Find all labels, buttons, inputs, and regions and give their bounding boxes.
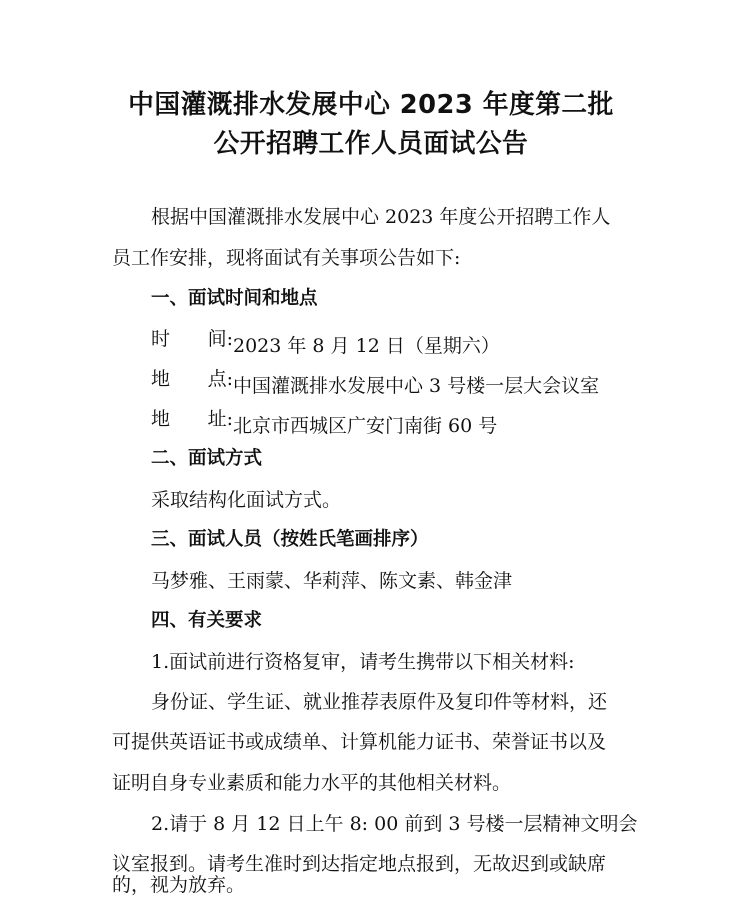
section-3-heading: 三、面试人员（按姓氏笔画排序） [151, 529, 429, 550]
title-line-2: 公开招聘工作人员面试公告 [213, 129, 529, 159]
time-row [151, 326, 500, 359]
intro-line-2: 员工作安排，现将面试有关事项公告如下: [112, 247, 461, 269]
address-row [151, 406, 497, 439]
address-label: 地 址: [151, 408, 233, 430]
requirement-1-line-1: 1.面试前进行资格复审，请考生携带以下相关材料: [151, 651, 575, 673]
intro-line-1: 根据中国灌溉排水发展中心 2023 年度公开招聘工作人 [151, 206, 611, 228]
place-label: 地 点: [151, 368, 233, 390]
title-line-1: 中国灌溉排水发展中心 2023 年度第二批 [128, 90, 614, 120]
section-2-text: 采取结构化面试方式。 [151, 489, 342, 511]
place-row [151, 366, 599, 399]
section-4-heading: 四、有关要求 [151, 610, 263, 631]
section-3-names: 马梦雅、王雨蒙、华莉萍、陈文素、韩金津 [151, 570, 513, 592]
section-1-heading: 一、面试时间和地点 [151, 288, 318, 309]
requirement-1-line-4: 证明自身专业素质和能力水平的其他相关材料。 [112, 772, 512, 794]
requirement-1-line-3: 可提供英语证书或成绩单、计算机能力证书、荣誉证书以及 [112, 731, 607, 753]
section-2-heading: 二、面试方式 [151, 448, 263, 469]
requirement-2-line-2: 议室报到。请考生准时到达指定地点报到，无故迟到或缺席 [112, 853, 607, 875]
time-label: 时 间: [151, 328, 233, 350]
requirement-2-line-1: 2.请于 8 月 12 日上午 8: 00 前到 3 号楼一层精神文明会 [151, 813, 638, 835]
requirement-1-line-2: 身份证、学生证、就业推荐表原件及复印件等材料，还 [151, 691, 608, 713]
time-value: 2023 年 8 月 12 日（星期六） [233, 335, 500, 357]
place-value: 中国灌溉排水发展中心 3 号楼一层大会议室 [233, 375, 600, 397]
address-value: 北京市西城区广安门南街 60 号 [233, 415, 498, 437]
requirement-2-line-3: 的，视为放弃。 [112, 874, 246, 896]
